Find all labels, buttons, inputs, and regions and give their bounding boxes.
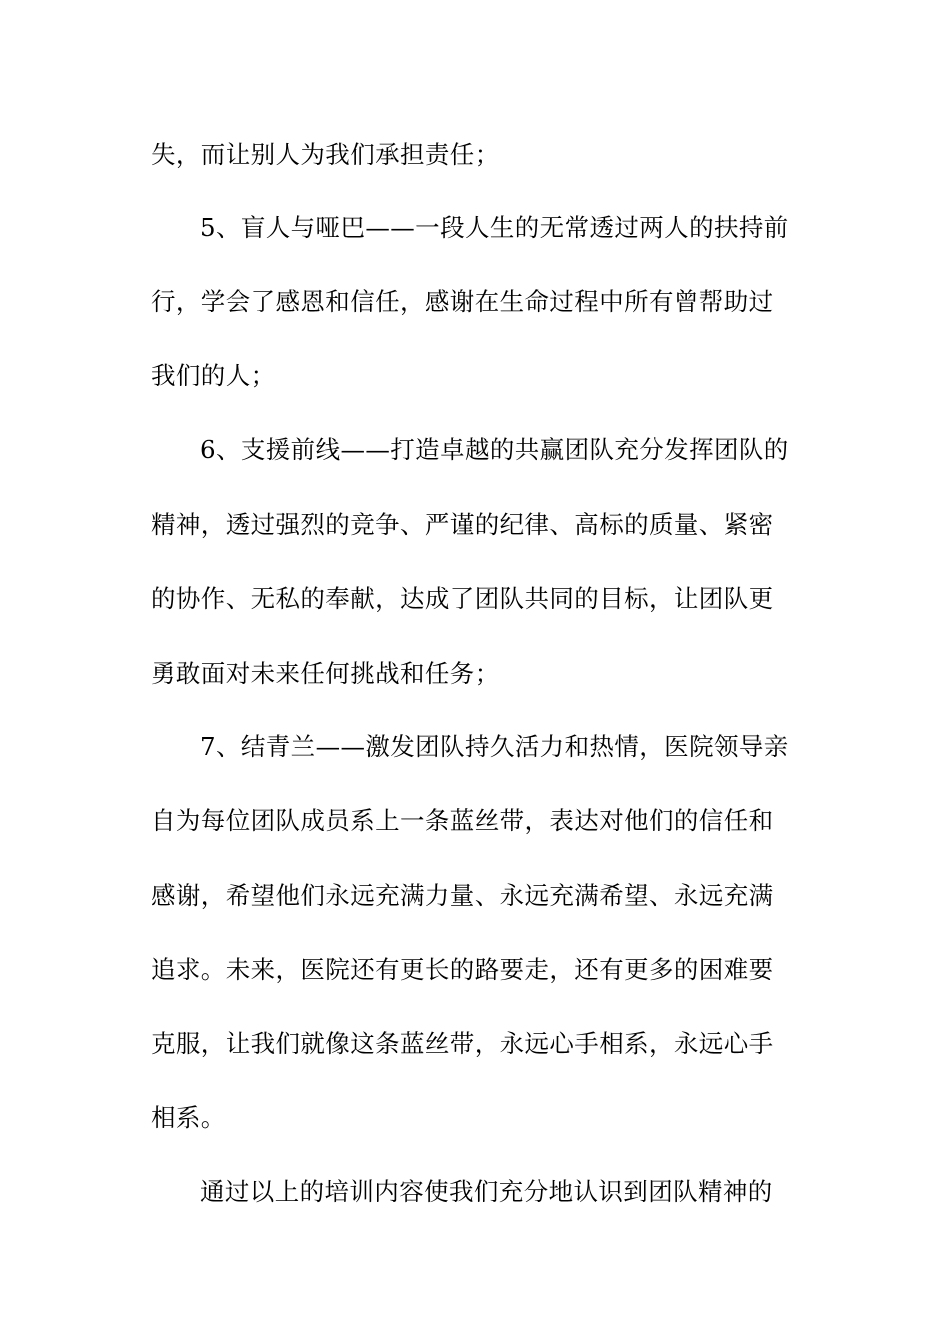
text-line: 我们的人；: [151, 361, 276, 390]
text-line: 自为每位团队成员系上一条蓝丝带，表达对他们的信任和: [151, 806, 774, 835]
text-line: 行，学会了感恩和信任，感谢在生命过程中所有曾帮助过: [151, 287, 774, 316]
text-line: 追求。未来，医院还有更长的路要走，还有更多的困难要: [151, 955, 774, 984]
text-line: 失，而让别人为我们承担责任；: [151, 140, 500, 169]
text-line: 精神，透过强烈的竞争、严谨的纪律、高标的质量、紧密: [151, 510, 774, 539]
text-line: 6、支援前线——打造卓越的共赢团队充分发挥团队的: [200, 435, 789, 464]
text-line: 克服，让我们就像这条蓝丝带，永远心手相系，永远心手: [151, 1029, 774, 1058]
text-line: 相系。: [151, 1103, 226, 1132]
text-line: 勇敢面对未来任何挑战和任务；: [151, 659, 500, 688]
text-line: 感谢，希望他们永远充满力量、永远充满希望、永远充满: [151, 881, 774, 910]
text-line: 通过以上的培训内容使我们充分地认识到团队精神的: [200, 1177, 773, 1206]
text-line: 7、结青兰——激发团队持久活力和热情，医院领导亲: [200, 732, 789, 761]
text-line: 5、盲人与哑巴——一段人生的无常透过两人的扶持前: [200, 213, 789, 242]
text-line: 的协作、无私的奉献，达成了团队共同的目标，让团队更: [151, 584, 774, 613]
